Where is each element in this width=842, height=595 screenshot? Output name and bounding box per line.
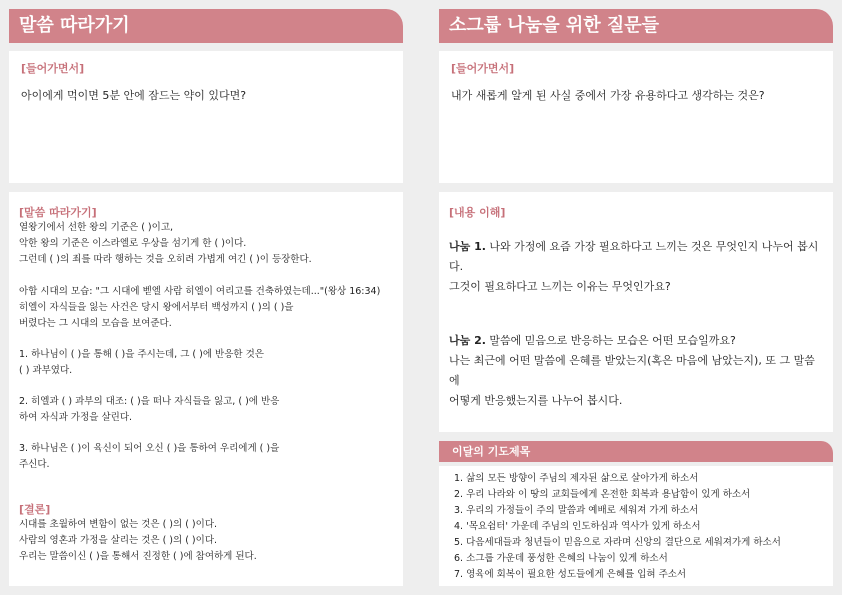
right-intro-label: [들어가면서] xyxy=(451,62,515,75)
question-2-line: 어떻게 반응했는지를 나누어 봅시다. xyxy=(449,394,623,407)
follow-p2-line: 히엘이 자식들을 잃는 사건은 당시 왕에서부터 백성까지 ( )의 ( )을 xyxy=(19,302,294,313)
question-2-line: 나는 최근에 어떤 말씀에 은혜를 받았는지(혹은 마음에 남았는지), 또 그 말씀에 xyxy=(449,354,815,387)
conclusion-line: 사람의 영혼과 가정을 살리는 것은 ( )의 ( )이다. xyxy=(19,535,218,546)
follow-p4-line: 하여 자식과 가정을 살린다. xyxy=(19,412,133,423)
conclusion-label: [결론] xyxy=(19,503,51,516)
follow-paragraph-1 xyxy=(19,220,393,268)
question-2 xyxy=(449,331,823,411)
right-intro-box xyxy=(439,51,833,183)
prayer-item: 4. '목요쉼터' 가운데 주님의 인도하심과 역사가 있게 하소서 xyxy=(454,521,701,532)
follow-paragraph-2 xyxy=(19,284,393,332)
left-intro-box xyxy=(9,51,403,183)
conclusion-line: 우리는 말씀이신 ( )을 통해서 진정한 ( )에 참여하게 된다. xyxy=(19,551,257,562)
follow-p2-line: 아합 시대의 모습: "그 시대에 벧엘 사람 히엘이 여리고를 건축하였는데..."(왕상 16:34) xyxy=(19,286,381,297)
follow-p5-line: 3. 하나님은 ( )이 육신이 되어 오신 ( )을 통하여 우리에게 ( )을 xyxy=(19,443,280,454)
follow-paragraph-5 xyxy=(19,441,393,473)
prayer-box xyxy=(439,466,833,586)
conclusion-line: 시대를 초월하여 변함이 없는 것은 ( )의 ( )이다. xyxy=(19,519,218,530)
follow-label: [말씀 따라가기] xyxy=(19,206,97,219)
follow-p2-line: 버렸다는 그 시대의 모습을 보여준다. xyxy=(19,318,172,329)
right-title: 소그룹 나눔을 위한 질문들 xyxy=(439,9,833,43)
prayer-item: 7. 영육에 회복이 필요한 성도들에게 은혜를 입혀 주소서 xyxy=(454,569,687,580)
content-label: [내용 이해] xyxy=(449,206,506,219)
follow-p1-line: 악한 왕의 기준은 이스라엘로 우상을 섬기게 한 ( )이다. xyxy=(19,238,247,249)
question-1-number: 나눔 1. xyxy=(449,240,486,253)
follow-paragraph-4 xyxy=(19,394,393,426)
left-intro-label: [들어가면서] xyxy=(21,62,85,75)
follow-p5-line: 주신다. xyxy=(19,459,50,470)
prayer-item: 3. 우리의 가정들이 주의 말씀과 예배로 세워져 가게 하소서 xyxy=(454,505,699,516)
follow-paragraph-3 xyxy=(19,347,393,379)
prayer-item: 6. 소그룹 가운데 풍성한 은혜의 나눔이 있게 하소서 xyxy=(454,553,668,564)
prayer-item: 5. 다음세대들과 청년들이 믿음으로 자라며 신앙의 결단으로 세워져가게 하소서 xyxy=(454,537,781,548)
left-intro-text: 아이에게 먹이면 5분 안에 잠드는 약이 있다면? xyxy=(21,89,247,102)
left-title: 말씀 따라가기 xyxy=(9,9,403,43)
question-1-line: 그것이 필요하다고 느끼는 이유는 무엇인가요? xyxy=(449,280,671,293)
question-2-line: 말씀에 믿음으로 반응하는 모습은 어떤 모습일까요? xyxy=(485,334,736,347)
question-2-number: 나눔 2. xyxy=(449,334,486,347)
follow-p1-line: 그런데 ( )의 죄를 따라 행하는 것을 오히려 가볍게 여긴 ( )이 등장한다. xyxy=(19,254,312,265)
follow-p1-line: 열왕기에서 선한 왕의 기준은 ( )이고, xyxy=(19,222,174,233)
prayer-title: 이달의 기도제목 xyxy=(439,441,833,462)
content-box xyxy=(439,192,833,432)
prayer-item: 1. 삶의 모든 방향이 주님의 제자된 삶으로 살아가게 하소서 xyxy=(454,473,699,484)
follow-p3-line: ( ) 과부였다. xyxy=(19,365,73,376)
follow-p3-line: 1. 하나님이 ( )을 통해 ( )을 주시는데, 그 ( )에 반응한 것은 xyxy=(19,349,264,360)
follow-p4-line: 2. 히엘과 ( ) 과부의 대조: ( )을 떠나 자식들을 잃고, ( )에 반응 xyxy=(19,396,280,407)
conclusion-block xyxy=(19,517,393,565)
right-intro-text: 내가 새롭게 알게 된 사실 중에서 가장 유용하다고 생각하는 것은? xyxy=(451,89,765,102)
prayer-item: 2. 우리 나라와 이 땅의 교회들에게 온전한 회복과 용납함이 있게 하소서 xyxy=(454,489,751,500)
question-1 xyxy=(449,237,823,297)
prayer-list xyxy=(454,471,818,583)
question-1-line: 나와 가정에 요즘 가장 필요하다고 느끼는 것은 무엇인지 나누어 봅시다. xyxy=(449,240,819,273)
left-follow-box xyxy=(9,192,403,586)
